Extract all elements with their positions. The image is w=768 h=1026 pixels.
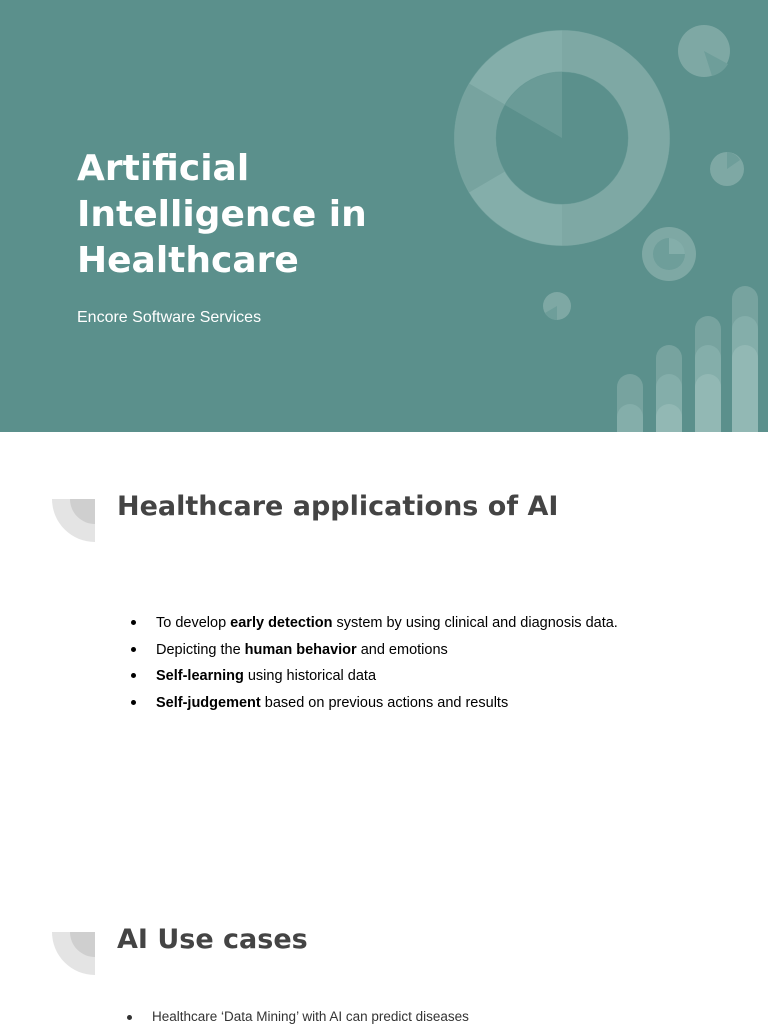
title-line: Intelligence in <box>77 194 367 235</box>
donut-chart-icon <box>454 30 670 246</box>
title-line: Healthcare <box>77 240 299 281</box>
title-slide <box>0 0 768 432</box>
small-pie-icon <box>710 152 744 186</box>
list-item: Self-judgement based on previous actions and results <box>130 694 618 721</box>
bullet-list <box>126 1008 469 1026</box>
list-item: Depicting the human behavior and emotions <box>130 641 618 668</box>
section-heading: AI Use cases <box>117 924 308 955</box>
quarter-circle-icon <box>52 932 96 976</box>
presentation-title <box>77 146 407 284</box>
section-heading: Healthcare applications of AI <box>117 491 559 522</box>
bullet-list <box>130 614 618 720</box>
small-pie-icon <box>678 25 730 77</box>
quarter-circle-icon <box>52 499 96 543</box>
ring-icon <box>642 227 696 281</box>
title-line: Artificial <box>77 148 250 189</box>
list-item: Self-learning using historical data <box>130 667 618 694</box>
list-item: Healthcare ‘Data Mining’ with AI can predict diseases <box>126 1008 469 1026</box>
presentation-subtitle: Encore Software Services <box>77 309 262 326</box>
list-item: To develop early detection system by using clinical and diagnosis data. <box>130 614 618 641</box>
small-pie-icon <box>543 292 571 320</box>
